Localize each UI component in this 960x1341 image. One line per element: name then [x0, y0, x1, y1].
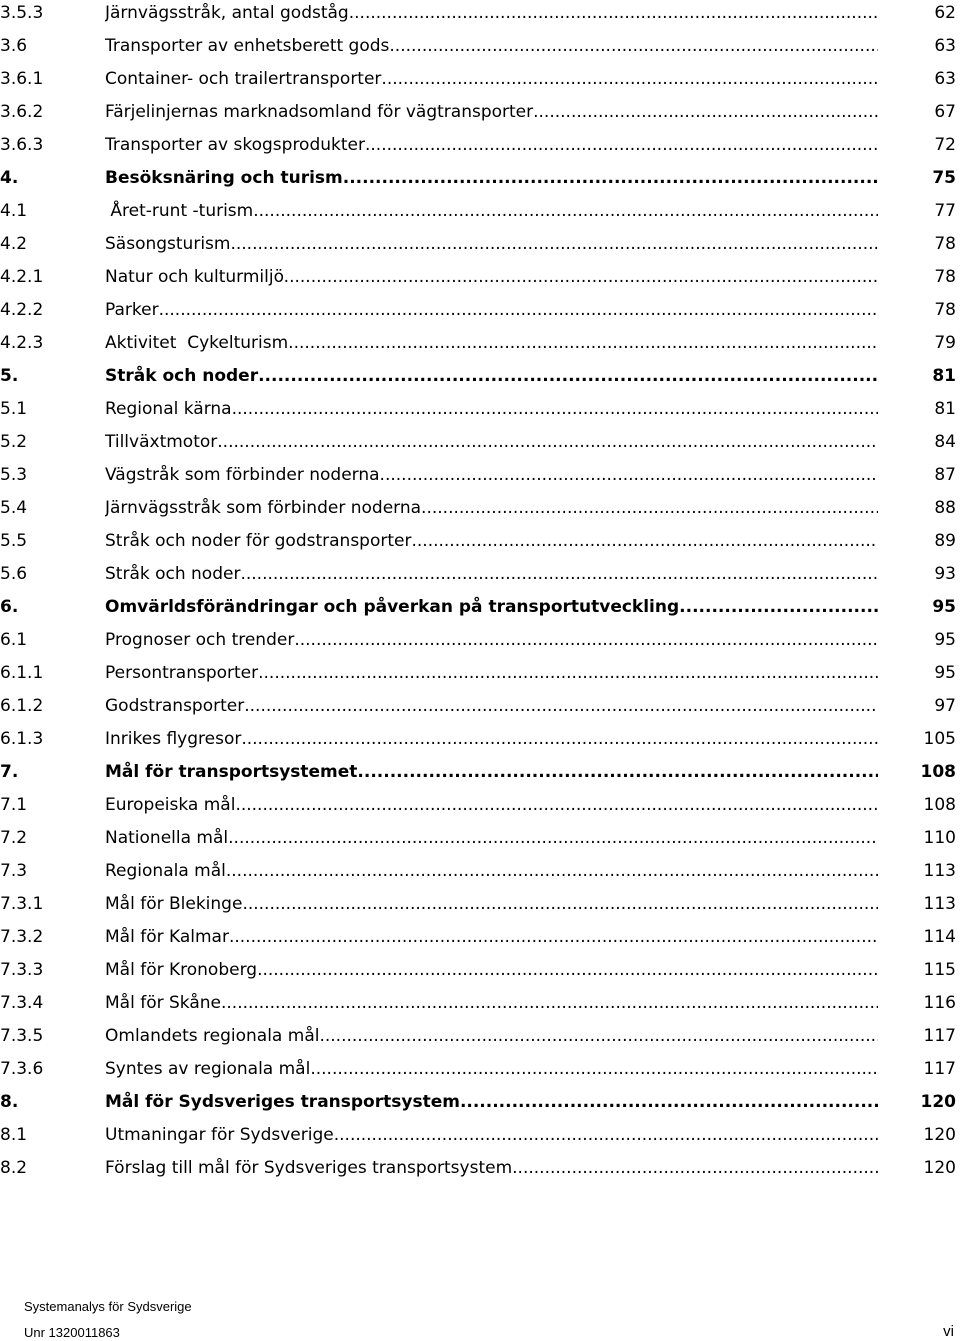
- toc-dot-leader: [217, 426, 878, 459]
- toc-entry-number: 6.: [0, 597, 19, 617]
- toc-entry-page: 62: [934, 3, 956, 23]
- toc-entry-page: 84: [934, 432, 956, 452]
- toc-entry-page: 117: [923, 1059, 956, 1079]
- toc-entry-page: 95: [934, 663, 956, 683]
- toc-entry-title-wrap: [105, 789, 878, 822]
- toc-entry-number: 5.: [0, 366, 19, 386]
- toc-entry-number: 4.2.2: [0, 300, 44, 320]
- toc-entry-number: 7.3.6: [0, 1059, 44, 1079]
- toc-entry-title: Tillväxtmotor: [105, 432, 218, 452]
- toc-entry-title-wrap: [105, 360, 878, 393]
- toc-entry-title: Färjelinjernas marknadsomland för vägtransporter: [105, 102, 534, 122]
- toc-entry[interactable]: [0, 228, 960, 261]
- toc-entry-title: Container- och trailertransporter: [105, 69, 382, 89]
- toc-dot-leader: [365, 129, 878, 162]
- toc-entry-title: Mål för transportsystemet: [105, 762, 358, 782]
- toc-entry-page: 120: [920, 1092, 956, 1112]
- toc-entry-number: 6.1.2: [0, 696, 44, 716]
- toc-entry[interactable]: [0, 63, 960, 96]
- toc-entry-title-wrap: [105, 954, 878, 987]
- toc-entry-title-wrap: [105, 393, 878, 426]
- toc-entry[interactable]: [0, 96, 960, 129]
- toc-entry-page: 108: [923, 795, 956, 815]
- toc-entry-title: Regional kärna: [105, 399, 232, 419]
- toc-entry-title-wrap: [105, 558, 878, 591]
- toc-entry[interactable]: [0, 459, 960, 492]
- toc-entry-title-wrap: [105, 195, 878, 228]
- toc-entry[interactable]: [0, 822, 960, 855]
- toc-entry[interactable]: [0, 195, 960, 228]
- toc-entry-number: 3.6: [0, 36, 28, 56]
- toc-entry[interactable]: [0, 492, 960, 525]
- toc-dot-leader: [257, 954, 878, 987]
- toc-entry-title-wrap: [105, 822, 878, 855]
- toc-entry-number: 4.: [0, 168, 19, 188]
- toc-entry-title: Mål för Blekinge: [105, 894, 243, 914]
- toc-entry-title-wrap: [105, 591, 878, 624]
- toc-dot-leader: [411, 525, 878, 558]
- toc-entry-page: 108: [920, 762, 956, 782]
- toc-entry-page: 78: [934, 234, 956, 254]
- toc-entry-page: 105: [923, 729, 956, 749]
- toc-entry[interactable]: [0, 426, 960, 459]
- toc-entry-title-wrap: [105, 96, 878, 129]
- toc-entry-title-wrap: [105, 261, 878, 294]
- toc-dot-leader: [380, 459, 878, 492]
- toc-dot-leader: [349, 0, 878, 30]
- toc-dot-leader: [241, 723, 878, 756]
- toc-entry-title-wrap: [105, 855, 878, 888]
- toc-entry-title-wrap: [105, 294, 878, 327]
- footer-document-title: Systemanalys för Sydsverige: [24, 1299, 192, 1314]
- toc-entry[interactable]: [0, 360, 960, 393]
- toc-entry-title-wrap: [105, 657, 878, 690]
- toc-entry[interactable]: [0, 690, 960, 723]
- toc-entry-title-wrap: [105, 228, 878, 261]
- toc-entry-number: 7.3.3: [0, 960, 44, 980]
- toc-dot-leader: [357, 756, 878, 789]
- toc-entry-title-wrap: [105, 426, 878, 459]
- toc-dot-leader: [229, 921, 878, 954]
- toc-entry-number: 7.1: [0, 795, 28, 815]
- toc-entry-title-wrap: [105, 756, 878, 789]
- toc-entry-number: 8.2: [0, 1158, 28, 1178]
- toc-entry-title: Säsongsturism: [105, 234, 231, 254]
- toc-dot-leader: [242, 888, 878, 921]
- toc-entry-title: Vägstråk som förbinder noderna: [105, 465, 380, 485]
- toc-dot-leader: [310, 1053, 878, 1086]
- toc-entry-page: 116: [923, 993, 956, 1013]
- toc-entry-title: Inrikes flygresor: [105, 729, 242, 749]
- toc-dot-leader: [679, 591, 878, 624]
- toc-dot-leader: [232, 393, 878, 426]
- toc-entry[interactable]: [0, 591, 960, 624]
- toc-entry-number: 4.2.3: [0, 333, 44, 353]
- toc-dot-leader: [226, 855, 878, 888]
- toc-entry-page: 89: [934, 531, 956, 551]
- toc-dot-leader: [421, 492, 878, 525]
- toc-entry-title: Godstransporter: [105, 696, 245, 716]
- toc-entry[interactable]: [0, 1152, 960, 1185]
- toc-entry[interactable]: [0, 789, 960, 822]
- toc-entry-title: Stråk och noder för godstransporter: [105, 531, 412, 551]
- toc-entry-title: Mål för Kalmar: [105, 927, 229, 947]
- toc-entry-number: 8.: [0, 1092, 19, 1112]
- toc-entry-title-wrap: [105, 690, 878, 723]
- toc-dot-leader: [240, 558, 878, 591]
- toc-entry-title: Transporter av enhetsberett gods: [105, 36, 390, 56]
- toc-entry-number: 3.6.2: [0, 102, 44, 122]
- toc-entry[interactable]: [0, 393, 960, 426]
- toc-entry-title: Persontransporter: [105, 663, 259, 683]
- toc-entry[interactable]: [0, 294, 960, 327]
- toc-entry-title: Natur och kulturmiljö.: [105, 267, 290, 287]
- toc-entry-title: Järnvägsstråk, antal godståg: [105, 3, 349, 23]
- toc-dot-leader: [334, 1119, 878, 1152]
- toc-entry[interactable]: [0, 987, 960, 1020]
- toc-entry-title: Järnvägsstråk som förbinder noderna: [105, 498, 422, 518]
- toc-entry[interactable]: [0, 921, 960, 954]
- toc-entry[interactable]: [0, 0, 960, 30]
- toc-entry-number: 7.3: [0, 861, 28, 881]
- footer-document-number: Unr 1320011863: [24, 1325, 120, 1340]
- toc-entry[interactable]: [0, 954, 960, 987]
- toc-entry[interactable]: [0, 723, 960, 756]
- toc-entry-title-wrap: [105, 63, 878, 96]
- toc-dot-leader: [230, 228, 878, 261]
- toc-entry-number: 7.2: [0, 828, 28, 848]
- toc-dot-leader: [294, 624, 878, 657]
- toc-entry-title-wrap: [105, 624, 878, 657]
- toc-entry-title: Regionala mål: [105, 861, 226, 881]
- toc-entry-title-wrap: [105, 888, 878, 921]
- toc-entry-number: 3.6.3: [0, 135, 44, 155]
- toc-entry-number: 7.: [0, 762, 19, 782]
- toc-entry-title: Prognoser och trender: [105, 630, 295, 650]
- toc-entry-page: 75: [932, 168, 956, 188]
- toc-entry-title-wrap: [105, 0, 878, 30]
- toc-entry-title: Syntes av regionala mål: [105, 1059, 311, 1079]
- toc-dot-leader: [258, 657, 878, 690]
- toc-entry-title-wrap: [105, 1020, 878, 1053]
- toc-entry-page: 67: [934, 102, 956, 122]
- toc-entry-page: 88: [934, 498, 956, 518]
- toc-entry-page: 120: [923, 1158, 956, 1178]
- toc-entry-number: 5.6: [0, 564, 28, 584]
- toc-entry-page: 117: [923, 1026, 956, 1046]
- toc-entry-title: Nationella mål: [105, 828, 229, 848]
- toc-dot-leader: [289, 261, 878, 294]
- toc-entry-title-wrap: [105, 1086, 878, 1119]
- footer-page-number: vi: [943, 1323, 954, 1340]
- toc-entry-title: Mål för Sydsveriges transportsystem: [105, 1092, 460, 1112]
- toc-entry-page: 110: [923, 828, 956, 848]
- toc-entry-title: Mål för Skåne: [105, 993, 221, 1013]
- toc-entry[interactable]: [0, 756, 960, 789]
- toc-entry-number: 4.1: [0, 201, 28, 221]
- toc-entry-page: 95: [934, 630, 956, 650]
- toc-entry-number: 5.1: [0, 399, 28, 419]
- toc-entry-title-wrap: [105, 987, 878, 1020]
- toc-entry[interactable]: [0, 558, 960, 591]
- toc-entry-title: Förslag till mål för Sydsveriges transportsystem: [105, 1158, 513, 1178]
- toc-entry-page: 113: [923, 861, 956, 881]
- toc-entry-number: 6.1.3: [0, 729, 44, 749]
- toc-dot-leader: [533, 96, 878, 129]
- toc-entry-number: 6.1: [0, 630, 28, 650]
- toc-entry-title-wrap: [105, 921, 878, 954]
- toc-entry-title: Året-runt -turism: [105, 201, 254, 221]
- toc-entry-number: 8.1: [0, 1125, 28, 1145]
- toc-entry-page: 81: [934, 399, 956, 419]
- toc-entry[interactable]: [0, 1053, 960, 1086]
- toc-entry-page: 114: [923, 927, 956, 947]
- toc-entry[interactable]: [0, 888, 960, 921]
- toc-entry-number: 5.3: [0, 465, 28, 485]
- toc-entry-title: Parker: [105, 300, 159, 320]
- toc-dot-leader: [512, 1152, 878, 1185]
- toc-entry-number: 7.3.1: [0, 894, 44, 914]
- toc-entry-title-wrap: [105, 1053, 878, 1086]
- toc-dot-leader: [343, 162, 878, 195]
- toc-entry[interactable]: [0, 624, 960, 657]
- toc-entry[interactable]: [0, 1086, 960, 1119]
- toc-dot-leader: [381, 63, 878, 96]
- toc-entry-number: 6.1.1: [0, 663, 44, 683]
- toc-entry-number: 5.5: [0, 531, 28, 551]
- toc-entry-title-wrap: [105, 459, 878, 492]
- toc-dot-leader: [221, 987, 878, 1020]
- toc-entry-page: 63: [934, 36, 956, 56]
- toc-dot-leader: [159, 294, 878, 327]
- toc-entry-title-wrap: [105, 327, 878, 360]
- toc-entry-number: 7.3.2: [0, 927, 44, 947]
- toc-entry-number: 5.2: [0, 432, 28, 452]
- toc-entry[interactable]: [0, 261, 960, 294]
- toc-entry-number: 7.3.4: [0, 993, 44, 1013]
- toc-entry-title: Omlandets regionala mål: [105, 1026, 320, 1046]
- toc-dot-leader: [319, 1020, 878, 1053]
- toc-entry-title-wrap: [105, 162, 878, 195]
- toc-entry[interactable]: [0, 129, 960, 162]
- toc-entry-page: 81: [932, 366, 956, 386]
- toc-entry[interactable]: [0, 1020, 960, 1053]
- toc-entry-title: Stråk och noder: [105, 564, 241, 584]
- toc-entry[interactable]: [0, 525, 960, 558]
- toc-entry-page: 120: [923, 1125, 956, 1145]
- toc-entry-page: 78: [934, 300, 956, 320]
- toc-entry-page: 79: [934, 333, 956, 353]
- toc-entry-title: Transporter av skogsprodukter: [105, 135, 365, 155]
- toc-entry[interactable]: [0, 162, 960, 195]
- toc-entry-page: 78: [934, 267, 956, 287]
- toc-entry-page: 72: [934, 135, 956, 155]
- toc-entry-page: 87: [934, 465, 956, 485]
- toc-entry[interactable]: [0, 657, 960, 690]
- toc-dot-leader: [288, 327, 878, 360]
- toc-entry[interactable]: [0, 30, 960, 63]
- toc-entry-page: 97: [934, 696, 956, 716]
- toc-entry-title: Aktivitet Cykelturism: [105, 333, 289, 353]
- toc-dot-leader: [253, 195, 878, 228]
- toc-entry-page: 93: [934, 564, 956, 584]
- toc-dot-leader: [244, 690, 878, 723]
- toc-entry-number: 5.4: [0, 498, 28, 518]
- toc-entry-title-wrap: [105, 30, 878, 63]
- toc-entry-title: Stråk och noder: [105, 366, 259, 386]
- toc-entry-number: 4.2: [0, 234, 28, 254]
- toc-entry-title: Omvärldsförändringar och påverkan på transportutveckling: [105, 597, 680, 617]
- toc-entry[interactable]: [0, 327, 960, 360]
- toc-entry-number: 7.3.5: [0, 1026, 44, 1046]
- toc-entry[interactable]: [0, 855, 960, 888]
- toc-entry-title-wrap: [105, 129, 878, 162]
- toc-entry-title: Europeiska mål: [105, 795, 236, 815]
- toc-entry-page: 115: [923, 960, 956, 980]
- toc-entry-title: Besöksnäring och turism: [105, 168, 343, 188]
- toc-entry-number: 3.5.3: [0, 3, 44, 23]
- toc-entry-title-wrap: [105, 1119, 878, 1152]
- toc-entry-title: Mål för Kronoberg: [105, 960, 258, 980]
- toc-entry-title-wrap: [105, 723, 878, 756]
- toc-entry-number: 4.2.1: [0, 267, 44, 287]
- toc-dot-leader: [389, 30, 878, 63]
- toc-entry-title: Utmaningar för Sydsverige: [105, 1125, 334, 1145]
- toc-entry-title-wrap: [105, 1152, 878, 1185]
- toc-entry-title-wrap: [105, 525, 878, 558]
- toc-entry-number: 3.6.1: [0, 69, 44, 89]
- toc-entry-page: 113: [923, 894, 956, 914]
- toc-dot-leader: [228, 822, 878, 855]
- toc-entry-page: 95: [932, 597, 956, 617]
- toc-entry[interactable]: [0, 1119, 960, 1152]
- toc-entry-page: 63: [934, 69, 956, 89]
- toc-dot-leader: [235, 789, 878, 822]
- toc-dot-leader: [460, 1086, 878, 1119]
- toc-dot-leader: [258, 360, 878, 393]
- toc-entry-title-wrap: [105, 492, 878, 525]
- toc-entry-page: 77: [934, 201, 956, 221]
